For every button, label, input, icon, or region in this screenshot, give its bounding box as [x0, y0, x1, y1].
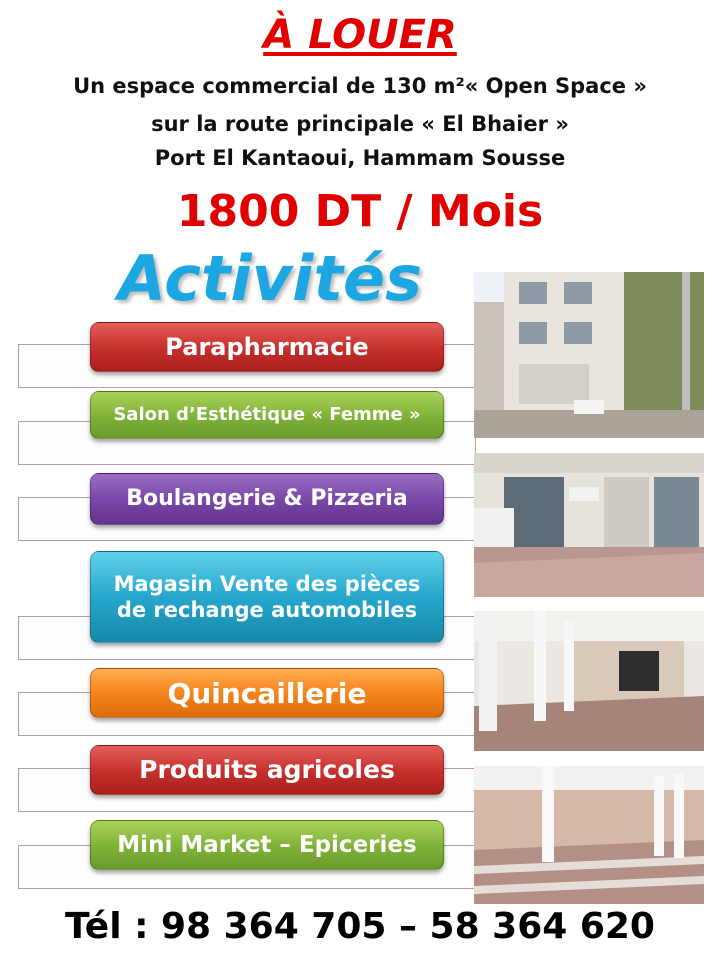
interior-tiled-floor-photo	[474, 766, 704, 904]
storefront-photo	[474, 453, 704, 597]
phone-contact: Tél : 98 364 705 – 58 364 620	[65, 906, 655, 947]
activity-mini-market	[90, 820, 444, 870]
activities-heading: Activités	[118, 242, 422, 315]
activity-label: Salon d’Esthétique « Femme »	[113, 403, 421, 425]
activity-label: Parapharmacie	[165, 333, 369, 361]
description-line-3: Port El Kantaoui, Hammam Sousse	[154, 146, 566, 170]
page-title: À LOUER	[263, 12, 457, 58]
activity-salon-esthetique	[90, 391, 444, 439]
activity-label: Quincaillerie	[167, 676, 367, 710]
activity-label: Mini Market – Epiceries	[117, 831, 417, 858]
activity-produits-agricoles	[90, 745, 444, 795]
activity-magasin-pieces	[90, 551, 444, 643]
description-line-2: sur la route principale « El Bhaier »	[151, 112, 569, 136]
price-label: 1800 DT / Mois	[176, 186, 544, 237]
activity-parapharmacie	[90, 322, 444, 372]
activity-boulangerie-pizzeria	[90, 473, 444, 525]
description-line-1: Un espace commercial de 130 m²« Open Space »	[73, 74, 647, 98]
activity-label: Magasin Vente des pièces de rechange automobiles	[113, 571, 421, 622]
activity-label: Produits agricoles	[139, 755, 395, 785]
activity-label: Boulangerie & Pizzeria	[126, 486, 408, 512]
interior-columns-photo	[474, 611, 704, 751]
activity-quincaillerie	[90, 668, 444, 718]
building-exterior-photo	[474, 272, 704, 438]
